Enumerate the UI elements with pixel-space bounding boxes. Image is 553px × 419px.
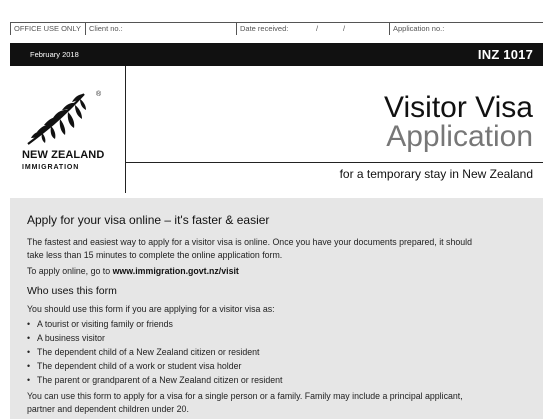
list-item: • The dependent child of a work or student visa holder <box>27 361 242 371</box>
logo-subtitle: IMMIGRATION <box>22 164 80 171</box>
divider <box>236 23 237 35</box>
divider <box>10 23 11 35</box>
date-received-field[interactable]: Date received: <box>240 24 289 33</box>
date-separator: / <box>316 24 319 33</box>
silver-fern-icon <box>24 88 96 146</box>
list-item: • The dependent child of a New Zealand citizen or resident <box>27 347 260 357</box>
nz-immigration-logo <box>22 88 112 178</box>
online-heading: Apply for your visa online – it's faster & easier <box>27 213 270 227</box>
who-uses-intro: You should use this form if you are applying for a visitor visa as: <box>27 304 275 314</box>
apply-online-link[interactable]: www.immigration.govt.nz/visit <box>112 266 239 276</box>
form-code: INZ 1017 <box>477 47 533 62</box>
office-use-strip <box>10 22 543 35</box>
date-separator: / <box>343 24 346 33</box>
header-divider-vertical <box>125 66 126 193</box>
page-title: Visitor Visa <box>384 91 533 124</box>
header-banner <box>10 43 543 66</box>
closing-paragraph-line: You can use this form to apply for a visa for a single person or a family. Family may include a principal applicant, <box>27 391 463 401</box>
list-item: • The parent or grandparent of a New Zealand citizen or resident <box>27 375 283 385</box>
closing-paragraph-line: partner and dependent children under 20. <box>27 404 189 414</box>
form-date: February 2018 <box>30 50 79 59</box>
who-uses-heading: Who uses this form <box>27 285 117 297</box>
intro-paragraph-line: The fastest and easiest way to apply for a visitor visa is online. Once you have your documents prepared, it should <box>27 237 472 247</box>
apply-online-text: To apply online, go to <box>27 266 113 276</box>
logo-title: NEW ZEALAND <box>22 149 105 161</box>
office-use-label: OFFICE USE ONLY <box>14 24 81 33</box>
divider <box>85 23 86 35</box>
divider <box>389 23 390 35</box>
list-item: • A business visitor <box>27 333 105 343</box>
info-panel <box>10 198 543 419</box>
application-no-field[interactable]: Application no.: <box>393 24 445 33</box>
list-item: • A tourist or visiting family or friends <box>27 319 173 329</box>
header-divider-horizontal <box>125 162 543 163</box>
apply-online-line <box>27 265 527 279</box>
page-subtitle: for a temporary stay in New Zealand <box>339 167 533 181</box>
registered-mark: ® <box>96 91 102 98</box>
page-title-secondary: Application <box>386 120 533 153</box>
client-no-field[interactable]: Client no.: <box>89 24 123 33</box>
intro-paragraph-line: take less than 15 minutes to complete the online application form. <box>27 250 283 260</box>
